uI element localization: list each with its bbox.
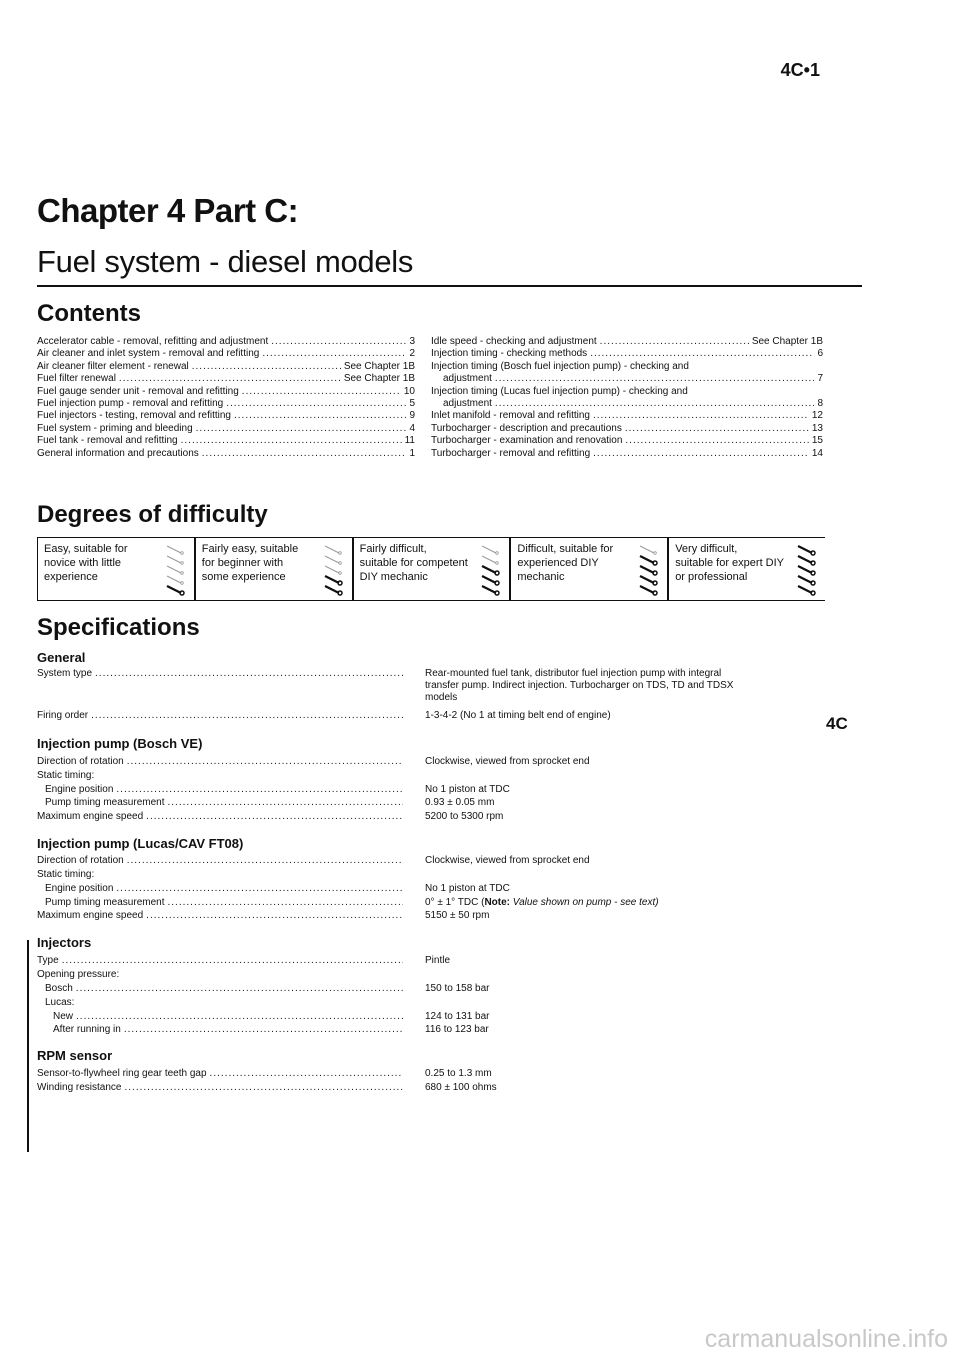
spanner-rating-icon — [477, 542, 503, 596]
difficulty-description — [202, 542, 312, 596]
contents-entry-title: General information and precautions — [37, 447, 199, 459]
contents-entry — [431, 386, 823, 398]
spec-value-sensor-gap: 0.25 to 1.3 mm — [425, 1068, 492, 1079]
leader-dots — [593, 410, 809, 422]
leader-dots — [226, 398, 406, 410]
spec-value-firing-order: 1-3-4-2 (No 1 at timing belt end of engine) — [425, 710, 611, 721]
spec-label-system-type: System type ..... — [37, 668, 403, 679]
spec-heading-lucas-pump: Injection pump (Lucas/CAV FT08) — [37, 836, 244, 851]
contents-entry-title: adjustment — [443, 373, 492, 385]
contents-entry-title: Inlet manifold - removal and refitting — [431, 410, 590, 422]
contents-entry — [37, 435, 415, 447]
contents-entry-page: 13 — [811, 422, 823, 434]
spec-label-bosch-max-speed: Maximum engine speed ..... — [37, 811, 403, 822]
contents-entry-page: 6 — [817, 348, 823, 360]
contents-entry — [431, 373, 823, 385]
contents-entry-title: Fuel injection pump - removal and refitting — [37, 398, 224, 410]
spec-label-bosch-pump-measurement: Pump timing measurement ..... — [37, 797, 403, 808]
spec-heading-general: General — [37, 650, 86, 665]
contents-entry — [37, 348, 415, 360]
spec-value-winding-resistance: 680 ± 100 ohms — [425, 1082, 497, 1093]
difficulty-table — [37, 537, 825, 601]
spec-label-bosch-engine-position: Engine position ..... — [37, 784, 403, 795]
spec-value-bosch-engine-position: No 1 piston at TDC — [425, 784, 510, 795]
spec-value-injector-type: Pintle — [425, 955, 451, 966]
difficulty-heading: Degrees of difficulty — [37, 501, 268, 528]
contents-entry-page: 15 — [811, 435, 823, 447]
contents-right-column — [431, 336, 823, 460]
contents-entry-page: 11 — [404, 435, 415, 447]
difficulty-line: Very difficult, — [675, 543, 738, 555]
spec-label-opening-pressure: Opening pressure: — [37, 969, 120, 980]
contents-entry-title: Turbocharger - examination and renovation — [431, 435, 623, 447]
contents-entry — [37, 410, 415, 422]
spec-label-bosch-static: Static timing: — [37, 770, 95, 781]
contents-entry-page: 7 — [817, 373, 823, 385]
contents-entry-page: See Chapter 1B — [343, 373, 415, 385]
specifications-heading: Specifications — [37, 614, 200, 641]
contents-entry-page: See Chapter 1B — [343, 360, 415, 372]
spanner-rating-icon — [162, 542, 188, 596]
leader-dots — [202, 448, 407, 460]
difficulty-description — [360, 542, 470, 596]
leader-dots — [495, 398, 815, 410]
contents-entry — [37, 361, 415, 373]
leader-dots — [495, 373, 815, 385]
contents-entry-title: Accelerator cable - removal, refitting and adjustment — [37, 336, 269, 347]
contents-entry-page: 9 — [409, 410, 415, 422]
difficulty-line: mechanic — [517, 571, 565, 583]
contents-entry-page: 4 — [409, 422, 415, 434]
contents-entry-title: Air cleaner filter element - renewal — [37, 360, 189, 372]
leader-dots — [593, 448, 809, 460]
contents-entry-title: Injection timing - checking methods — [431, 348, 588, 360]
contents-entry-title: Idle speed - checking and adjustment — [431, 336, 597, 347]
difficulty-description — [517, 542, 627, 596]
spec-value-lucas-max-speed: 5150 ± 50 rpm — [425, 910, 490, 921]
contents-entry — [431, 410, 823, 422]
leader-dots — [590, 348, 814, 360]
spec-value-bosch-rotation: Clockwise, viewed from sprocket end — [425, 756, 590, 767]
difficulty-line: suitable for competent — [359, 557, 468, 569]
contents-entry-page: 8 — [817, 398, 823, 410]
chapter-title: Chapter 4 Part C: — [37, 192, 299, 229]
contents-left-column — [37, 336, 415, 460]
contents-entry-title: adjustment — [443, 398, 492, 410]
leader-dots — [262, 348, 406, 360]
spec-value-opening-bosch: 150 to 158 bar — [425, 983, 490, 994]
contents-entry-title: Injection timing (Bosch fuel injection pump) - checking and — [431, 360, 689, 372]
spec-label-bosch-rotation: Direction of rotation ..... — [37, 756, 403, 767]
contents-entry — [431, 361, 823, 373]
difficulty-line: suitable for expert DIY — [675, 557, 785, 569]
contents-entry — [431, 348, 823, 360]
contents-entry-page: 1 — [409, 447, 415, 459]
contents-entry-page: 3 — [409, 336, 415, 347]
leader-dots — [600, 336, 749, 348]
contents-entry-title: Fuel gauge sender unit - removal and refitting — [37, 385, 239, 397]
spec-label-lucas-static: Static timing: — [37, 869, 95, 880]
spec-heading-injectors: Injectors — [37, 935, 92, 950]
difficulty-description — [675, 542, 785, 596]
contents-entry-title: Fuel tank - removal and refitting — [37, 435, 178, 447]
difficulty-line: Easy, suitable for — [44, 543, 128, 555]
contents-entry — [431, 435, 823, 447]
difficulty-line: Fairly difficult, — [359, 543, 427, 555]
chapter-side-tab: 4C — [826, 714, 848, 733]
contents-entry-page: 10 — [403, 385, 415, 397]
leader-dots — [242, 386, 401, 398]
chapter-subtitle: Fuel system - diesel models — [37, 244, 414, 279]
leader-dots — [625, 435, 808, 447]
spanner-rating-icon — [320, 542, 346, 596]
contents-entry-page: 5 — [409, 398, 415, 410]
difficulty-line: experience — [44, 571, 98, 583]
spanner-rating-icon — [793, 542, 819, 596]
spec-label-opening-lucas: Lucas: — [45, 997, 75, 1008]
spec-value-bosch-max-speed: 5200 to 5300 rpm — [425, 811, 504, 822]
contents-entry — [37, 386, 415, 398]
spec-value-lucas-rotation: Clockwise, viewed from sprocket end — [425, 855, 590, 866]
leader-dots — [196, 423, 407, 435]
contents-entry — [37, 373, 415, 385]
difficulty-level-1 — [37, 538, 196, 600]
difficulty-line: novice with little — [44, 557, 122, 569]
spec-label-sensor-gap: Sensor-to-flywheel ring gear teeth gap ..... — [37, 1068, 403, 1079]
leader-dots — [119, 373, 341, 385]
contents-entry-title: Turbocharger - description and precautions — [431, 422, 622, 434]
contents-entry-page: 14 — [811, 447, 823, 459]
difficulty-line: some experience — [201, 571, 286, 583]
spec-label-lucas-engine-position: Engine position ..... — [37, 883, 403, 894]
difficulty-line: experienced DIY — [517, 557, 599, 569]
leader-dots — [625, 423, 809, 435]
contents-entry — [37, 336, 415, 348]
spec-heading-bosch-pump: Injection pump (Bosch VE) — [37, 736, 203, 751]
spec-value-lucas-pump-measurement: 0° ± 1° TDC (Note: Value shown on pump - see text) — [425, 897, 659, 908]
contents-heading: Contents — [37, 300, 141, 327]
spec-label-injector-type: Type ..... — [37, 955, 403, 966]
difficulty-line: Fairly easy, suitable — [201, 543, 299, 555]
contents-entry-page: 2 — [409, 348, 415, 360]
contents-entry-page: See Chapter 1B — [751, 336, 823, 347]
contents-entry-page: 12 — [811, 410, 823, 422]
difficulty-line: Difficult, suitable for — [517, 543, 614, 555]
contents-entry — [431, 448, 823, 460]
page-number: 4C•1 — [780, 60, 820, 80]
difficulty-line: or professional — [675, 571, 748, 583]
leader-dots — [181, 435, 402, 447]
contents-entry — [37, 398, 415, 410]
difficulty-description — [44, 542, 154, 596]
spec-value-system-type: Rear-mounted fuel tank, distributor fuel injection pump with integral transfer pump. Indirect injection. Turbocharger on TDS, TD and TDSX models — [425, 668, 734, 704]
leader-dots — [192, 361, 341, 373]
difficulty-level-5 — [669, 538, 825, 600]
difficulty-level-2 — [196, 538, 354, 600]
contents-entry — [431, 336, 823, 348]
margin-line — [27, 940, 29, 1152]
contents-entry-title: Fuel filter renewal — [37, 373, 116, 385]
contents-entry-title: Turbocharger - removal and refitting — [431, 447, 591, 459]
contents-entry — [431, 423, 823, 435]
spec-label-winding-resistance: Winding resistance ..... — [37, 1082, 403, 1093]
contents-entry — [37, 448, 415, 460]
spec-label-lucas-pump-measurement: Pump timing measurement ..... — [37, 897, 403, 908]
spec-heading-rpm-sensor: RPM sensor — [37, 1048, 113, 1063]
spanner-rating-icon — [635, 542, 661, 596]
spec-label-lucas-new: New ..... — [37, 1011, 403, 1022]
difficulty-line: for beginner with — [201, 557, 284, 569]
title-rule — [37, 285, 862, 287]
spec-label-firing-order: Firing order ..... — [37, 710, 403, 721]
contents-entry-title: Fuel system - priming and bleeding — [37, 422, 193, 434]
spec-label-lucas-rotation: Direction of rotation ..... — [37, 855, 403, 866]
difficulty-level-4 — [511, 538, 669, 600]
contents-entry — [37, 423, 415, 435]
leader-dots — [271, 336, 406, 348]
spec-label-opening-bosch: Bosch ..... — [37, 983, 403, 994]
contents-entry-title: Injection timing (Lucas fuel injection pump) - checking and — [431, 385, 688, 397]
spec-value-lucas-after-running-in: 116 to 123 bar — [425, 1024, 489, 1035]
contents-entry — [431, 398, 823, 410]
contents-entry-title: Fuel injectors - testing, removal and refitting — [37, 410, 231, 422]
leader-dots — [234, 410, 406, 422]
spec-value-lucas-engine-position: No 1 piston at TDC — [425, 883, 510, 894]
contents-entry-title: Air cleaner and inlet system - removal and refitting — [37, 348, 260, 360]
difficulty-level-3 — [354, 538, 512, 600]
spec-label-lucas-after-running-in: After running in ..... — [37, 1024, 403, 1035]
watermark: carmanualsonline.info — [704, 1325, 948, 1353]
spec-value-bosch-pump-measurement: 0.93 ± 0.05 mm — [425, 797, 495, 808]
spec-label-lucas-max-speed: Maximum engine speed ..... — [37, 910, 403, 921]
spec-value-lucas-new: 124 to 131 bar — [425, 1011, 490, 1022]
difficulty-line: DIY mechanic — [359, 571, 428, 583]
